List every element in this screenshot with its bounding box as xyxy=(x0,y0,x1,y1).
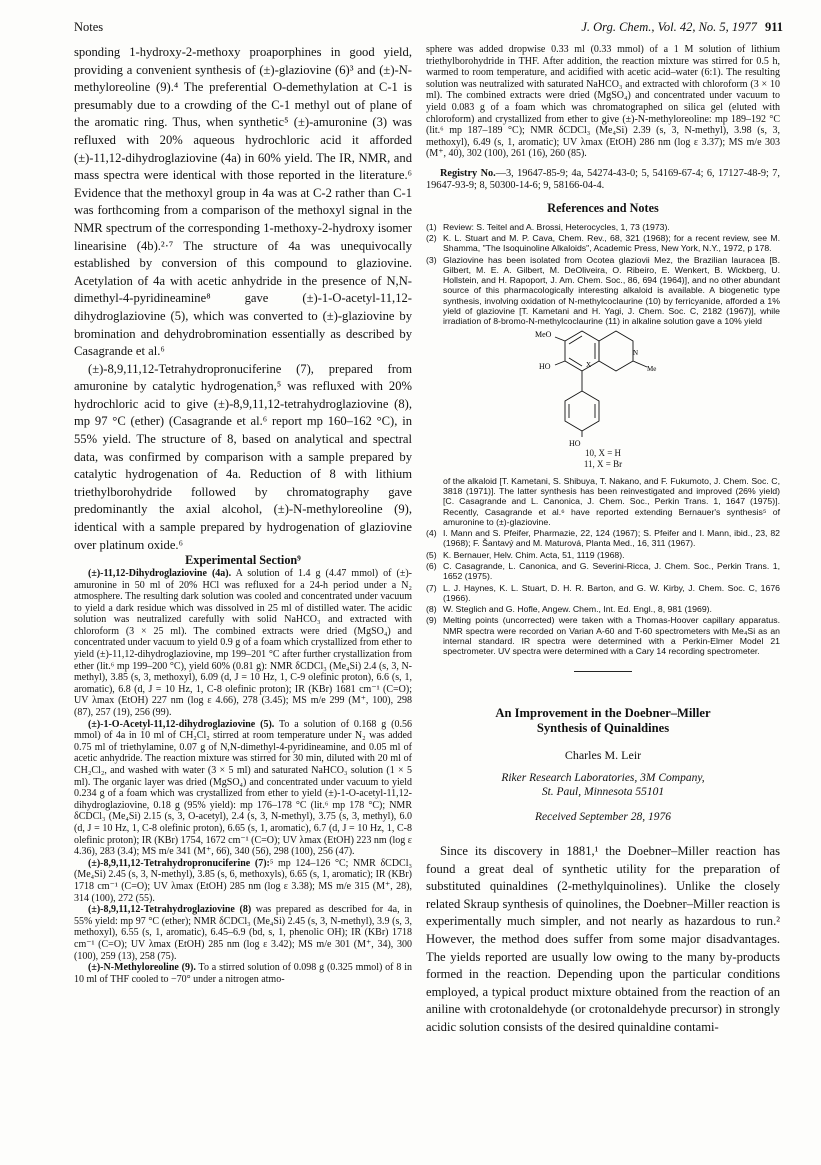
reference-item xyxy=(426,233,780,254)
article-divider xyxy=(574,671,632,672)
reference-item xyxy=(426,615,780,656)
structure-labels xyxy=(426,448,780,470)
experimental-entry-7 xyxy=(74,858,412,904)
left-column xyxy=(74,44,412,985)
entry-body: To a solution of 0.168 g (0.56 mmol) of 4a in 10 ml of CH₂Cl₂ stirred at room temperature under N₂ was added 0.75 ml of triethylamine, 0.07 g of N,N-dimethyl-4-pyridineamine, and 0.05 ml of acetic anhydride. The reaction mixture was stirred for 30 min, diluted with 20 ml of CH₂Cl₂, and washed with water (3 × 5 ml) and saturated NaHCO₃ solution (1 × 5 ml). The organic layer was dried (MgSO₄) and concentrated under vacuum to yield 0.234 g of a foam which was crystallized from ether to yield (±)-1-O-acetyl-11,12-dihydroglaziovine, 0.18 g (95% yield): mp 176–178 °C (lit.⁶ mp 178 °C); NMR δCDCl₃ (Me₄Si) 2.15 (s, 3, O-acetyl), 2.4 (s, 3, N-methyl), 3.75 (s, 3, methyl), 6.0 (d, J = 10 Hz, 1, C-8 olefinic proton), 6.65 (s, 1, aromatic), 6.7 (d, J = 10 Hz, 1, C-8 olefinic proton); IR (KBr) 1754, 1672 cm⁻¹ (C=O); UV λmax (EtOH) 223 nm (log ε 4.36), 283 (3.4); MS m/e 341 (M⁺, 66), 340 (56), 298 (100), 256 (47). xyxy=(74,718,413,858)
references-title: References and Notes xyxy=(547,200,659,215)
body-paragraph-2: (±)-8,9,11,12-Tetrahydropronuciferine (7), prepared from amuronine by catalytic hydrogenation,⁵ was refluxed with 20% hydrochloric acid to give (±)-8,9,11,12-tetrahydroglaziovine (8), mp 97 °C (ether) (Casagrande et al.⁶ report mp 160–162 °C), in 55% yield. The structure of 8, based on analytical and spectral data, was confirmed by comparison with a sample prepared by catalytic hydrogenation of 4a. Reduction of 8 with lithium triethylborohydride followed by chromatography gave predominantly the axial alcohol, (±)-N-methyloreoline (9), identical with a sample prepared by hydrogenation of glaziovine over platinum oxide.⁶ xyxy=(74,361,412,552)
struct-meo: MeO xyxy=(535,329,552,339)
reference-text: C. Casagrande, L. Canonica, and G. Severini-Ricca, J. Chem. Soc., Perkin Trans. 1, 1652 (1975). xyxy=(443,560,780,582)
struct-me: Me xyxy=(647,364,657,373)
reference-number: (7) xyxy=(426,582,437,593)
affiliation-line-2: St. Paul, Minnesota 55101 xyxy=(541,786,665,799)
experimental-entry-4a xyxy=(74,568,412,719)
experimental-continuation: sphere was added dropwise 0.33 ml (0.33 mmol) of a 1 M solution of lithium triethylborohydride in THF. After addition, the reaction mixture was stirred for 0.5 h, warmed to room temperature, and acidified with acetic acid–water (6:1). The resulting solution was neutralized with saturated NaHCO₃ and extracted with chloroform (3 × 10 ml). The combined extracts were dried (MgSO₄) and concentrated under vacuum to yield 0.083 g of a foam which was chromatographed on silica gel (eluted with chloroform) and crystallized from ether to give (±)-N-methyloreoline: mp 189–192 °C (lit.⁶ mp 187–189 °C); NMR δCDCl₃ (Me₄Si) 2.39 (s, 3, N-methyl), 3.98 (s, 3, methoxyl), 6.49 (s, 1, aromatic); UV λmax (EtOH) 286 nm (log ε 3.37); MS m/e 303 (M⁺, 40), 302 (100), 261 (16), 260 (85). xyxy=(426,44,780,160)
references-list-continued xyxy=(426,476,780,657)
reference-number: (6) xyxy=(426,560,437,571)
reference-item xyxy=(426,561,780,582)
reference-item xyxy=(426,255,780,327)
reference-item xyxy=(426,222,780,232)
struct-n: N xyxy=(633,348,639,357)
reference-item xyxy=(426,550,780,560)
entry-body: To a stirred solution of 0.098 g (0.325 mmol) of 8 in 10 ml of THF cooled to −70° under a nitrogen atmo- xyxy=(74,962,413,985)
struct-ho-bottom: HO xyxy=(569,438,581,447)
entry-body: was prepared as described for 4a, in 55% yield: mp 97 °C (ether); NMR δCDCl₃ (Me₄Si) 2.45 (s, 3, N-methyl), 3.9 (s, 3, methoxyl), 6.55 (s, 1, aromatic), 6.45–6.9 (bd, s, 1, phenolic OH); IR (KBr) 1718 cm⁻¹ (C=O); UV λmax (EtOH) 285 nm (log ε 3.42); MS m/e 301 (M⁺, 34), 300 (100), 259 (13), 258 (75). xyxy=(74,904,412,962)
journal-citation: J. Org. Chem., Vol. 42, No. 5, 1977 xyxy=(581,20,757,34)
reference-text: Melting points (uncorrected) were taken with a Thomas-Hoover capillary apparatus. NMR spectra were recorded on Varian A-60 and T-60 spectrometers with Me₄Si as an internal standard. IR spectra were determined with a Perkin-Elmer Model 21 spectrometer. UV spectra were determined with a Cary 14 recording spectrometer. xyxy=(443,615,780,657)
reference-item xyxy=(426,604,780,614)
entry-body: ⁵ mp 124–126 °C; NMR δCDCl₃ (Me₄Si) 2.45 (s, 3, N-methyl), 3.85 (s, 6, methoxyls), 6.65 (s, 1, aromatic); IR (KBr) 1718 cm⁻¹ (C=O); UV λmax (EtOH) 285 nm (log ε 3.38); MS m/e 315 (M⁺, 28), 314 (100), 272 (55). xyxy=(74,857,412,904)
affiliation-line-1: Riker Research Laboratories, 3M Company, xyxy=(501,772,705,785)
entry-heading: (±)-11,12-Dihydroglaziovine (4a). xyxy=(88,567,232,579)
reference-text: I. Mann and S. Pfeifer, Pharmazie, 22, 124 (1967); S. Pfeifer and I. Mann, ibid., 23, 82 (1968); F. Šantavý and M. Maturová, Planta Med., 16, 311 (1967). xyxy=(443,528,780,549)
experimental-entry-5 xyxy=(74,719,412,858)
entry-heading: (±)-8,9,11,12-Tetrahydroglaziovine (8) xyxy=(88,904,252,916)
experimental-entry-9 xyxy=(74,962,412,985)
reference-text: Review: S. Teitel and A. Brossi, Heterocycles, 1, 73 (1973). xyxy=(443,221,670,232)
entry-heading: (±)-1-O-Acetyl-11,12-dihydroglaziovine (5). xyxy=(88,718,275,730)
reference-number: (4) xyxy=(426,528,437,539)
reference-number: (1) xyxy=(426,221,437,232)
article-title-line-2: Synthesis of Quinaldines xyxy=(536,720,670,735)
struct-ho-top: HO xyxy=(539,361,551,371)
reference-number: (8) xyxy=(426,604,437,615)
article-body-paragraph: Since its discovery in 1881,¹ the Doebner–Miller reaction has found a great deal of synthetic utility for the preparation of substituted quinaldines (2-methylquinolines). Unlike the closely related Skraup synthesis of quinolines, the Doebner–Miller reaction is experimentally much simpler, and not nearly as hazardous to run.² However, the method does suffer from some major disadvantages. The yields reported are usually low owing to the many by-products formed in the reaction. Depending upon the particular conditions employed, a typical product mixture obtained from the reaction of an aniline with crotonaldehyde (or crotonaldehyde precursor) in strongly acidic solution consists of the desired quinaldine contami- xyxy=(426,844,780,1034)
entry-heading: (±)-8,9,11,12-Tetrahydropronuciferine (7): xyxy=(88,857,270,869)
experimental-entry-8 xyxy=(74,904,412,962)
article-affiliation xyxy=(426,771,780,799)
references-list xyxy=(426,222,780,327)
experimental-section-title: Experimental Section⁹ xyxy=(185,553,301,568)
reference-text: K. L. Stuart and M. P. Cava, Chem. Rev., 68, 321 (1968); for a recent review, see M. Shamma, "The Isoquinoline Alkaloids", Academic Press, New York, N.Y., 1972, p 178. xyxy=(443,232,780,254)
struct-x: X xyxy=(586,360,592,369)
registry-heading: Registry No. xyxy=(440,167,496,179)
reference-text: Glaziovine has been isolated from Ocotea glaziovii Mez, the Brazilian lauracea [B. Gilbert, M. E. A. Gilbert, M. DeOliveira, O. Ribeiro, E. Wenkert, B. Wickberg, U. Hollstein, and H. Rapoport, J. Am. Chem. Soc., 86, 694 (1964)], and no other abundant source of this pharmacologically interesting alkaloid is available. A biogenetic type synthesis, involving oxidation of N-methylcoclaurine (10) by ferricyanide, afforded a 1% yield of glaziovine [T. Kametani and H. Yagi, J. Chem. Soc. C, 2182 (1967)], while irradiation of 8-bromo-N-methylcoclaurine (11) in alkaline solution gave a 10% yield xyxy=(443,254,780,327)
reference-number: (3) xyxy=(426,254,437,265)
running-head-journal xyxy=(581,20,783,35)
reference-item xyxy=(426,583,780,604)
reference-item xyxy=(426,528,780,549)
structure-label-11: 11, X = Br xyxy=(583,458,623,469)
article-author: Charles M. Leir xyxy=(564,747,642,762)
reference-number: (5) xyxy=(426,549,437,560)
right-column xyxy=(426,44,780,1037)
entry-heading: (±)-N-Methyloreoline (9). xyxy=(88,962,196,974)
structure-label-10: 10, X = H xyxy=(584,447,622,458)
body-paragraph-1: sponding 1-hydroxy-2-methoxy proaporphines in good yield, providing a convenient synthesis of (±)-glaziovine (6)³ and (±)-N-methyloreoline (9).⁴ The preferential O-demethylation at C-1 is presumably due to a crowding of the C-1 methyl out of plane of the aromatic ring. Thus, when synthetic⁵ (±)-amuronine (3) was refluxed with 20% aqueous hydrochloric acid it afforded (±)-11,12-dihydroglaziovine (4a) in 60% yield. The IR, NMR, and mass spectra were identical with those reported in the literature.⁶ Evidence that the methoxyl group in 4a was at C-2 rather than C-1 was forthcoming from a comparison of the methoxyl signal in the NMR spectrum of the corresponding 1-methoxy-2-hydroxy isomer linearisine (4b).²·⁷ The structure of 4a was unequivocally established by conversion of this compound to glaziovine. Acetylation of 4a with acetic anhydride in the presence of N,N-dimethyl-4-pyridineamine⁸ gave (±)-1-O-acetyl-11,12-dihydroglaziovine (5), which was converted to (±)-glaziovine by bromination and dehydrobromination essentially as described by Casagrande et al.⁶ xyxy=(74,45,412,359)
registry-body: —3, 19647-85-9; 4a, 54274-43-0; 5, 54169-67-4; 6, 17127-48-9; 7, 19647-93-9; 8, 50300-14-6; 9, 58166-04-4. xyxy=(426,167,781,191)
chemical-structure-10-11 xyxy=(513,329,693,447)
article-title xyxy=(426,706,780,736)
received-date: Received September 28, 1976 xyxy=(534,811,672,824)
reference-text: of the alkaloid [T. Kametani, S. Shibuya, T. Nakano, and F. Fukumoto, J. Chem. Soc. C, 3818 (1971)]. The latter synthesis has been reinvestigated and improved (26% yield) [C. Casagrande and L. Canonica, J. Chem. Soc., Perkin Trans. 1, 1647 (1975)]. Recently, Casagrande et al.⁶ have reported extending Bernauer's synthesis⁵ of amuronine to (±)-glaziovine. xyxy=(443,475,780,527)
structure-bonds xyxy=(555,331,647,437)
registry-numbers xyxy=(426,168,780,192)
reference-number: (2) xyxy=(426,232,437,243)
reference-text: L. J. Haynes, K. L. Stuart, D. H. R. Barton, and G. W. Kirby, J. Chem. Soc. C, 1676 (1966). xyxy=(443,582,780,603)
running-head-section: Notes xyxy=(74,20,104,34)
entry-body: A solution of 1.4 g (4.47 mmol) of (±)-amuronine in 50 ml of 20% HCl was refluxed for a 24-h period under a N₂ atmosphere. The resulting dark solution was cooled and concentrated under vacuum to yield a dark residue which was dissolved in 25 ml of distilled water. The acidic solution was neutralized carefully with solid NaHCO₃ and extracted with chloroform (3 × 25 ml). The combined extracts were dried (MgSO₄) and concentrated under vacuum to yield 0.9 g of a foam which crystallized from ether to yield (±)-11,12-dihydroglaziovine, mp 199–201 °C after further crystallization from ether (lit.⁶ mp 199–200 °C), yield 60% (0.81 g): NMR δCDCl₃ (Me₄Si) 2.4 (s, 3, N-methyl), 3.85 (s, 3, methoxyl), 6.09 (d, J = 10 Hz, 1, C-9 olefinic proton), 6.6 (s, 1, aromatic), 6.8 (d, J = 10 Hz, 1, C-8 olefinic proton); IR (KBr) 1681 cm⁻¹ (C=O); UV λmax (EtOH) 227 nm (log ε 4.66), 278 (3.45); MS m/e 299 (M⁺, 100), 298 (87), 257 (19), 256 (99). xyxy=(74,567,412,719)
reference-item-continuation xyxy=(426,476,780,527)
article-title-line-1: An Improvement in the Doebner–Miller xyxy=(495,705,711,720)
reference-number: (9) xyxy=(426,615,437,626)
reference-text: W. Steglich and G. Hofle, Angew. Chem., Int. Ed. Engl., 8, 981 (1969). xyxy=(443,604,712,615)
reference-text: K. Bernauer, Helv. Chim. Acta, 51, 1119 (1968). xyxy=(443,549,625,560)
page-number: 911 xyxy=(764,20,783,34)
